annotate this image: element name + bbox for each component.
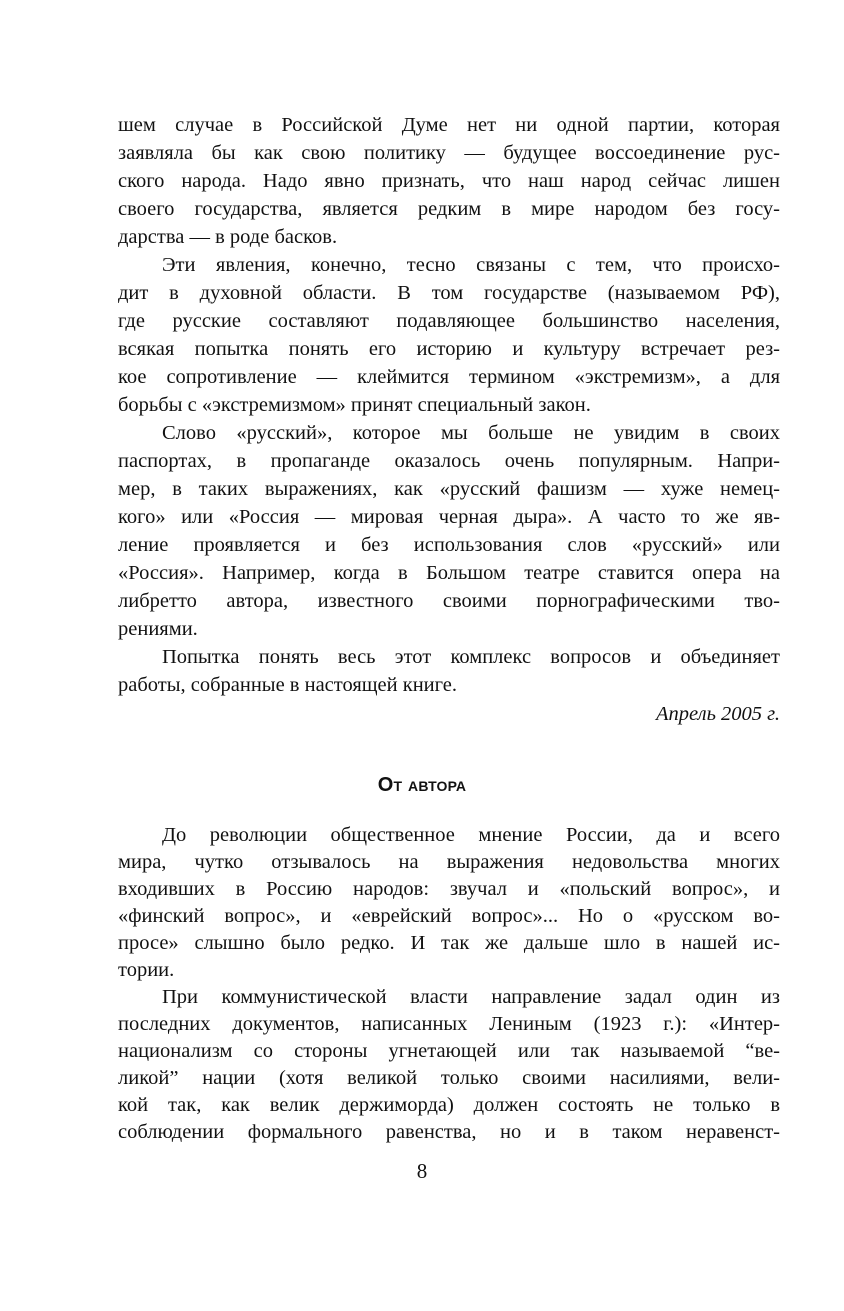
text-line: где русские составляют подавляющее большинство населения,: [118, 310, 780, 332]
text-line: дарства — в роде басков.: [118, 226, 338, 248]
text-line: заявляла бы как свою политику — будущее воссоединение рус-: [118, 142, 780, 164]
text-line: своего государства, является редким в мире народом без госу-: [118, 198, 780, 220]
text-line: работы, собранные в настоящей книге.: [118, 674, 458, 696]
text-line: всякая попытка понять его историю и культуру встречает рез-: [118, 338, 780, 360]
section-text: [118, 822, 780, 1146]
text-line: ление проявляется и без использования слов «русский» или: [118, 534, 780, 556]
text-line: ликой” нации (хотя великой только своими насилиями, вели-: [118, 1067, 780, 1089]
preface-text: [118, 111, 780, 729]
text-line: Попытка понять весь этот комплекс вопросов и объединяет: [162, 646, 780, 668]
text-line: входивших в Россию народов: звучал и «польский вопрос», и: [118, 878, 780, 900]
text-line: ского народа. Надо явно признать, что наш народ сейчас лишен: [118, 170, 780, 192]
text-line: мира, чутко отзывалось на выражения недовольства многих: [118, 851, 780, 873]
text-line: кое сопротивление — клеймится термином «экстремизм», а для: [118, 366, 780, 388]
text-line: «финский вопрос», и «еврейский вопрос»... Но о «русском во-: [118, 905, 780, 927]
text-line: последних документов, написанных Лениным (1923 г.): «Интер-: [118, 1013, 780, 1035]
text-line: соблюдении формального равенства, но и в таком неравенст-: [118, 1121, 780, 1143]
text-line: тории.: [118, 959, 175, 981]
page-number: 8: [416, 1159, 428, 1183]
date-signature: Апрель 2005 г.: [656, 703, 780, 725]
text-line: «Россия». Например, когда в Большом театре ставится опера на: [118, 562, 780, 584]
text-line: шем случае в Российской Думе нет ни одной партии, которая: [118, 114, 780, 136]
text-line: национализм со стороны угнетающей или так называемой “ве-: [118, 1040, 780, 1062]
text-line: борьбы с «экстремизмом» принят специальный закон.: [118, 394, 591, 416]
text-line: До революции общественное мнение России, да и всего: [162, 824, 780, 846]
text-line: кой так, как велик держиморда) должен состоять не только в: [118, 1094, 780, 1116]
text-line: паспортах, в пропаганде оказалось очень популярным. Напри-: [118, 450, 780, 472]
text-line: При коммунистической власти направление задал один из: [162, 986, 780, 1008]
text-line: просе» слышно было редко. И так же дальше шло в нашей ис-: [118, 932, 780, 954]
text-line: либретто автора, известного своими порнографическими тво-: [118, 590, 780, 612]
text-line: Эти явления, конечно, тесно связаны с тем, что происхо-: [162, 254, 780, 276]
text-line: дит в духовной области. В том государстве (называемом РФ),: [118, 282, 780, 304]
text-line: кого» или «Россия — мировая черная дыра». А часто то же яв-: [118, 506, 780, 528]
text-line: Слово «русский», которое мы больше не увидим в своих: [162, 422, 780, 444]
text-line: мер, в таких выражениях, как «русский фашизм — хуже немец-: [118, 478, 780, 500]
text-line: рениями.: [118, 618, 198, 640]
section-heading: От автора: [377, 774, 467, 796]
